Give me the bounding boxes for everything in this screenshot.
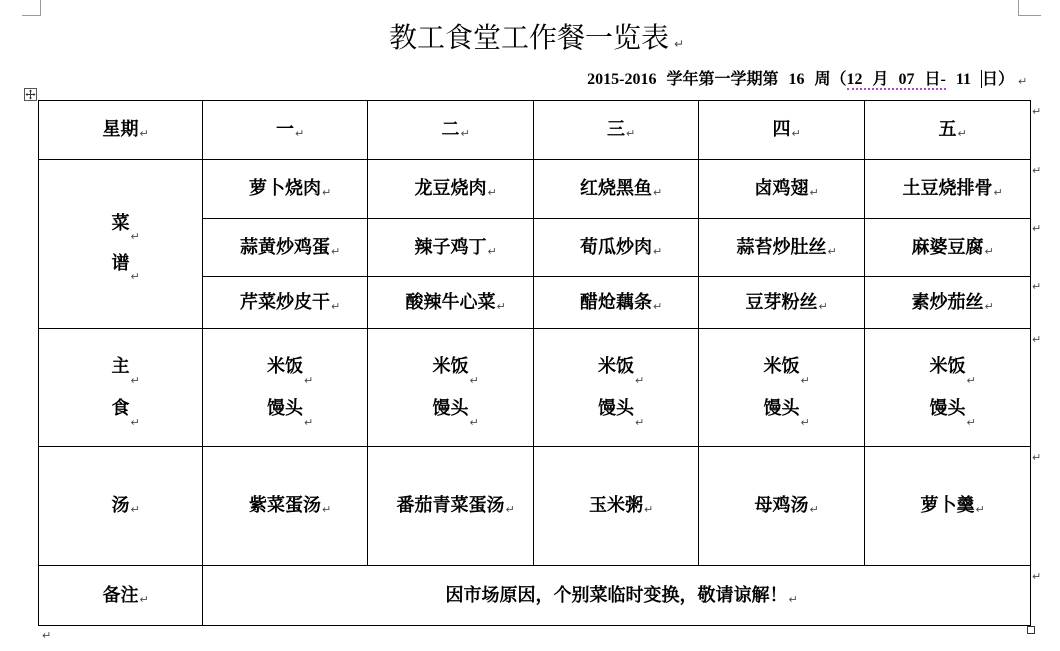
soup-cell[interactable] bbox=[203, 447, 368, 566]
paragraph-mark-icon: ↵ bbox=[487, 244, 497, 258]
dish-cell[interactable] bbox=[368, 160, 534, 219]
staple-line bbox=[368, 388, 533, 430]
paragraph-mark-icon: ↵ bbox=[800, 415, 810, 429]
staple-item: 馒头 bbox=[598, 397, 634, 419]
header-row bbox=[39, 101, 1031, 160]
paragraph-mark-icon: ↵ bbox=[322, 186, 332, 199]
staple-label-char: 主 bbox=[111, 355, 130, 377]
paragraph-mark-icon: ↵ bbox=[984, 299, 994, 313]
paragraph-mark-icon: ↵ bbox=[322, 503, 332, 516]
paragraph-mark-icon: ↵ bbox=[130, 415, 140, 429]
dish-cell[interactable] bbox=[534, 219, 699, 277]
cell-content bbox=[405, 291, 506, 314]
dish-cell[interactable] bbox=[699, 277, 865, 329]
soup-name: 番茄青菜蛋汤 bbox=[396, 495, 505, 516]
paragraph-mark-icon: ↵ bbox=[626, 127, 636, 140]
soup-label-cell[interactable] bbox=[39, 447, 203, 566]
staple-item: 米饭 bbox=[267, 355, 303, 377]
paragraph-mark-icon: ↵ bbox=[788, 592, 798, 606]
cell-content bbox=[607, 119, 636, 141]
staple-line bbox=[699, 388, 864, 430]
paragraph-mark-icon: ↵ bbox=[800, 373, 810, 387]
cell-content bbox=[414, 178, 497, 200]
cell-content bbox=[598, 346, 645, 388]
table-resize-handle[interactable] bbox=[1027, 626, 1035, 634]
weekday-header-cell[interactable] bbox=[865, 101, 1031, 160]
dish-name: 土豆烧排骨 bbox=[902, 178, 993, 199]
cell-content bbox=[763, 346, 810, 388]
staple-cell[interactable] bbox=[534, 329, 699, 447]
dish-name: 卤鸡翅 bbox=[754, 178, 809, 199]
move-icon bbox=[25, 89, 36, 100]
paragraph-mark-icon: ↵ bbox=[975, 503, 985, 516]
staple-item: 馒头 bbox=[929, 397, 966, 419]
notes-row bbox=[39, 566, 1031, 626]
staple-label-char: 食 bbox=[111, 397, 130, 419]
cell-content bbox=[276, 119, 305, 141]
cell-content bbox=[580, 291, 663, 314]
dish-cell[interactable] bbox=[368, 277, 534, 329]
cell-content bbox=[929, 346, 976, 388]
subtitle-middle: 11 bbox=[945, 71, 981, 88]
cell-content bbox=[240, 236, 341, 259]
paragraph-mark-icon: ↵ bbox=[984, 244, 994, 258]
paragraph-mark-icon: ↵ bbox=[1018, 75, 1028, 88]
menu-label-char: 菜 bbox=[111, 213, 130, 234]
soup-cell[interactable] bbox=[368, 447, 534, 566]
staple-line bbox=[865, 388, 1030, 430]
menu-label-cell[interactable] bbox=[39, 160, 203, 329]
paragraph-mark-icon: ↵ bbox=[304, 373, 314, 387]
cell-content bbox=[929, 388, 976, 430]
paragraph-mark-icon: ↵ bbox=[42, 629, 52, 642]
soup-name: 母鸡汤 bbox=[754, 495, 809, 516]
end-of-row-mark-icon: ↵ bbox=[1032, 222, 1042, 235]
dish-cell[interactable] bbox=[699, 160, 865, 219]
staple-line bbox=[865, 346, 1030, 388]
soup-label: 汤 bbox=[111, 495, 130, 516]
dish-cell[interactable] bbox=[368, 219, 534, 277]
staple-row bbox=[39, 329, 1031, 447]
staple-line bbox=[534, 388, 698, 430]
cell-content bbox=[902, 178, 1003, 200]
cell-content bbox=[249, 495, 332, 517]
dish-name: 豆芽粉丝 bbox=[745, 291, 818, 313]
soup-name: 紫菜蛋汤 bbox=[249, 495, 321, 516]
paragraph-mark-icon: ↵ bbox=[818, 299, 828, 313]
weekday-header-cell[interactable] bbox=[203, 101, 368, 160]
staple-label-line bbox=[39, 346, 202, 388]
dish-name: 龙豆烧肉 bbox=[414, 178, 487, 199]
dish-name: 荀瓜炒肉 bbox=[580, 236, 652, 258]
paragraph-mark-icon: ↵ bbox=[304, 415, 314, 429]
dish-cell[interactable] bbox=[203, 160, 368, 219]
cell-content bbox=[938, 119, 967, 141]
notes-label-cell[interactable] bbox=[39, 566, 203, 626]
paragraph-mark-icon: ↵ bbox=[674, 37, 685, 51]
end-of-row-mark-icon: ↵ bbox=[1032, 164, 1042, 177]
cell-content bbox=[911, 291, 994, 314]
title-text: 教工食堂工作餐一览表 bbox=[388, 21, 669, 54]
cell-content bbox=[111, 204, 140, 244]
cell-content bbox=[580, 236, 663, 259]
paragraph-mark-icon: ↵ bbox=[130, 230, 140, 243]
paragraph-mark-icon: ↵ bbox=[469, 415, 479, 429]
staple-cell[interactable] bbox=[699, 329, 865, 447]
staple-item: 米饭 bbox=[432, 355, 469, 377]
cell-content bbox=[745, 291, 828, 314]
staple-label-line bbox=[39, 388, 202, 430]
margin-guide-top-right bbox=[1018, 0, 1041, 16]
table-move-handle[interactable] bbox=[24, 88, 37, 101]
dish-name: 辣子鸡丁 bbox=[414, 236, 487, 258]
cell-content bbox=[432, 388, 479, 430]
menu-label-line bbox=[39, 244, 202, 284]
dish-name: 麻婆豆腐 bbox=[911, 236, 984, 258]
grammar-flagged-text[interactable]: 12 月 07 日- bbox=[846, 71, 946, 88]
weekday-name: 一 bbox=[276, 119, 294, 140]
paragraph-mark-icon: ↵ bbox=[505, 503, 515, 516]
dish-name: 芹菜炒皮干 bbox=[240, 291, 330, 313]
dish-cell[interactable] bbox=[865, 219, 1031, 277]
notes-label: 备注 bbox=[102, 584, 139, 606]
paragraph-mark-icon: ↵ bbox=[653, 299, 663, 313]
staple-item: 米饭 bbox=[763, 355, 800, 377]
menu-row bbox=[39, 160, 1031, 219]
dish-cell[interactable] bbox=[534, 277, 699, 329]
weekly-menu-table bbox=[38, 100, 1031, 626]
paragraph-mark-icon: ↵ bbox=[130, 503, 140, 516]
end-of-row-mark-icon: ↵ bbox=[1032, 570, 1042, 583]
staple-line bbox=[534, 346, 698, 388]
cell-content bbox=[580, 178, 663, 200]
weekday-header-cell[interactable] bbox=[699, 101, 865, 160]
paragraph-mark-icon: ↵ bbox=[130, 270, 140, 283]
cell-content bbox=[445, 584, 798, 607]
dish-name: 蒜苔炒肚丝 bbox=[736, 236, 827, 258]
end-of-row-mark-icon: ↵ bbox=[1032, 105, 1042, 118]
soup-row bbox=[39, 447, 1031, 566]
cell-content bbox=[432, 346, 479, 388]
cell-content bbox=[911, 236, 994, 259]
staple-label-cell[interactable] bbox=[39, 329, 203, 447]
paragraph-mark-icon: ↵ bbox=[469, 373, 479, 387]
paragraph-mark-icon: ↵ bbox=[644, 503, 654, 516]
end-of-row-mark-icon: ↵ bbox=[1032, 333, 1042, 346]
weekday-header-cell[interactable] bbox=[534, 101, 699, 160]
paragraph-mark-icon: ↵ bbox=[993, 186, 1003, 199]
paragraph-mark-icon: ↵ bbox=[653, 186, 663, 199]
cell-content bbox=[111, 244, 140, 284]
menu-label-char: 谱 bbox=[111, 253, 130, 274]
cell-content bbox=[414, 236, 497, 259]
soup-name: 玉米粥 bbox=[589, 495, 643, 516]
paragraph-mark-icon: ↵ bbox=[139, 592, 149, 606]
staple-cell[interactable] bbox=[865, 329, 1031, 447]
paragraph-mark-icon: ↵ bbox=[966, 373, 976, 387]
weekday-label: 星期 bbox=[102, 119, 139, 140]
soup-name: 萝卜羹 bbox=[920, 495, 975, 516]
staple-item: 馒头 bbox=[763, 397, 800, 419]
paragraph-mark-icon: ↵ bbox=[635, 373, 645, 387]
weekday-name: 三 bbox=[607, 119, 625, 140]
soup-cell[interactable] bbox=[534, 447, 699, 566]
paragraph-mark-icon: ↵ bbox=[487, 186, 497, 199]
cell-content bbox=[111, 346, 140, 388]
paragraph-mark-icon: ↵ bbox=[966, 415, 976, 429]
cell-content bbox=[102, 119, 149, 141]
cell-content bbox=[754, 495, 819, 517]
weekday-label-cell[interactable] bbox=[39, 101, 203, 160]
cell-content bbox=[267, 388, 314, 430]
week-subtitle[interactable] bbox=[587, 70, 1028, 90]
staple-item: 米饭 bbox=[929, 355, 966, 377]
title-content bbox=[388, 21, 685, 55]
paragraph-mark-icon: ↵ bbox=[635, 415, 645, 429]
weekday-name: 四 bbox=[772, 119, 791, 140]
staple-cell[interactable] bbox=[203, 329, 368, 447]
cell-content bbox=[598, 388, 645, 430]
paragraph-mark-icon: ↵ bbox=[809, 503, 819, 516]
paragraph-mark-icon: ↵ bbox=[331, 244, 341, 258]
paragraph-mark-icon: ↵ bbox=[957, 127, 967, 140]
cell-content bbox=[102, 584, 149, 607]
cell-content bbox=[763, 388, 810, 430]
cell-content bbox=[754, 178, 819, 200]
subtitle-suffix: 日） bbox=[981, 71, 1014, 88]
margin-guide-top-left bbox=[22, 0, 41, 16]
dish-cell[interactable] bbox=[865, 277, 1031, 329]
cell-content bbox=[772, 119, 801, 141]
staple-line bbox=[203, 346, 367, 388]
staple-line bbox=[699, 346, 864, 388]
paragraph-mark-icon: ↵ bbox=[460, 127, 470, 140]
cell-content bbox=[441, 119, 470, 141]
paragraph-mark-icon: ↵ bbox=[331, 299, 341, 313]
paragraph-mark-icon: ↵ bbox=[809, 186, 819, 199]
dish-name: 酸辣牛心菜 bbox=[405, 291, 496, 313]
document-title[interactable] bbox=[40, 21, 1018, 55]
paragraph-mark-icon: ↵ bbox=[139, 127, 149, 140]
cell-content bbox=[396, 495, 515, 517]
paragraph-mark-icon: ↵ bbox=[496, 299, 506, 313]
soup-cell[interactable] bbox=[699, 447, 865, 566]
paragraph-mark-icon: ↵ bbox=[791, 127, 801, 140]
paragraph-mark-icon: ↵ bbox=[295, 127, 305, 140]
dish-name: 萝卜烧肉 bbox=[249, 178, 321, 199]
weekday-name: 二 bbox=[441, 119, 460, 140]
paragraph-mark-icon: ↵ bbox=[827, 244, 837, 258]
dish-cell[interactable] bbox=[865, 160, 1031, 219]
dish-cell[interactable] bbox=[534, 160, 699, 219]
subtitle-prefix: 2015-2016 学年第一学期第 16 周（ bbox=[587, 71, 847, 88]
cell-content bbox=[249, 178, 332, 200]
cell-content bbox=[589, 495, 654, 517]
cell-content bbox=[240, 291, 341, 314]
dish-cell[interactable] bbox=[699, 219, 865, 277]
cell-content bbox=[920, 495, 985, 517]
end-of-row-mark-icon: ↵ bbox=[1032, 280, 1042, 293]
dish-name: 醋炝藕条 bbox=[580, 291, 652, 313]
staple-item: 馒头 bbox=[267, 397, 303, 419]
menu-label-line bbox=[39, 204, 202, 244]
dish-name: 蒜黄炒鸡蛋 bbox=[240, 236, 330, 258]
paragraph-mark-icon: ↵ bbox=[130, 373, 140, 387]
weekday-header-cell[interactable] bbox=[368, 101, 534, 160]
staple-cell[interactable] bbox=[368, 329, 534, 447]
notes-text-cell[interactable] bbox=[203, 566, 1031, 626]
notes-text: 因市场原因，个别菜临时变换，敬请谅解！ bbox=[445, 584, 788, 606]
paragraph-mark-icon: ↵ bbox=[653, 244, 663, 258]
cell-content bbox=[111, 388, 140, 430]
dish-name: 素炒茄丝 bbox=[911, 291, 984, 313]
soup-cell[interactable] bbox=[865, 447, 1031, 566]
cell-content bbox=[111, 495, 140, 517]
staple-item: 米饭 bbox=[598, 355, 634, 377]
cell-content bbox=[267, 346, 314, 388]
end-of-row-mark-icon: ↵ bbox=[1032, 451, 1042, 464]
dish-name: 红烧黑鱼 bbox=[580, 178, 652, 199]
staple-line bbox=[203, 388, 367, 430]
staple-item: 馒头 bbox=[432, 397, 469, 419]
staple-line bbox=[368, 346, 533, 388]
weekday-name: 五 bbox=[938, 119, 957, 140]
cell-content bbox=[736, 236, 837, 259]
dish-cell[interactable] bbox=[203, 219, 368, 277]
dish-cell[interactable] bbox=[203, 277, 368, 329]
